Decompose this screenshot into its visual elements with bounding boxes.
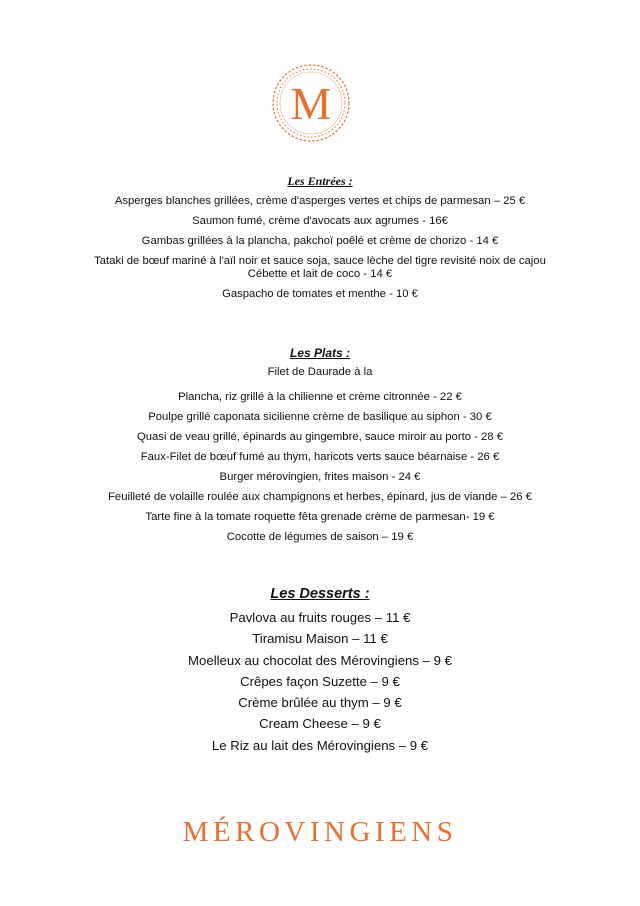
plat-item: Cocotte de légumes de saison – 19 € [226,531,414,543]
entree-item: Gaspacho de tomates et menthe - 10 € [222,288,418,300]
dessert-item: Crêpes façon Suzette – 9 € [240,673,400,689]
plat-item: Burger mérovingien, frites maison - 24 € [219,471,421,483]
entrees-heading: Les Entrées : [287,174,353,188]
plat-item: Filet de Daurade à la [267,366,373,378]
dessert-item: Moelleux au chocolat des Mérovingiens – 9 € [188,652,452,668]
entree-item: Gambas grillées à la plancha, pakchoï poêlé et crème de chorizo - 14 € [141,235,499,247]
entree-item: Saumon fumé, crème d'avocats aux agrumes - 16€ [192,215,448,227]
desserts-section [0,586,640,759]
plats-heading: Les Plats : [289,346,351,360]
plats-section [0,346,640,551]
plat-item: Faux-Filet de bœuf fumé au thym, haricots verts sauce béarnaise - 26 € [140,451,500,463]
dessert-item: Pavlova au fruits rouges – 11 € [229,610,411,625]
dessert-item: Crème brûlée au thym – 9 € [238,695,402,711]
dessert-item: Le Riz au lait des Mérovingiens – 9 € [211,737,429,753]
plat-item: Quasi de veau grillé, épinards au gingembre, sauce miroir au porto - 28 € [136,431,504,443]
plat-item: Tarte fine à la tomate roquette fêta grenade crème de parmesan- 19 € [145,511,495,523]
entree-item: Asperges blanches grillées, crème d'asperges vertes et chips de parmesan – 25 € [114,195,526,207]
brand-wordmark: MÉROVINGIENS [182,816,458,848]
dessert-item: Cream Cheese – 9 € [259,716,381,732]
plat-item: Poulpe grillé caponata sicilienne crème de basilique au siphon - 30 € [148,411,492,423]
entrees-section [0,174,640,308]
plat-item: Plancha, riz grillé à la chilienne et crème citronnée - 22 € [178,391,462,403]
logo-letter: M [290,78,332,129]
desserts-heading: Les Desserts : [270,586,370,602]
plat-item: Feuilleté de volaille roulée aux champignons et herbes, épinard, jus de viande – 26 € [108,491,532,503]
dessert-item: Tiramisu Maison – 11 € [252,631,388,647]
entree-item: Tataki de bœuf mariné à l'aïl noir et sauce soja, sauce lèche del tigre revisité noix de cajou Cébette et lait de coco - 14 € [94,255,546,280]
restaurant-logo-emblem [270,62,352,144]
